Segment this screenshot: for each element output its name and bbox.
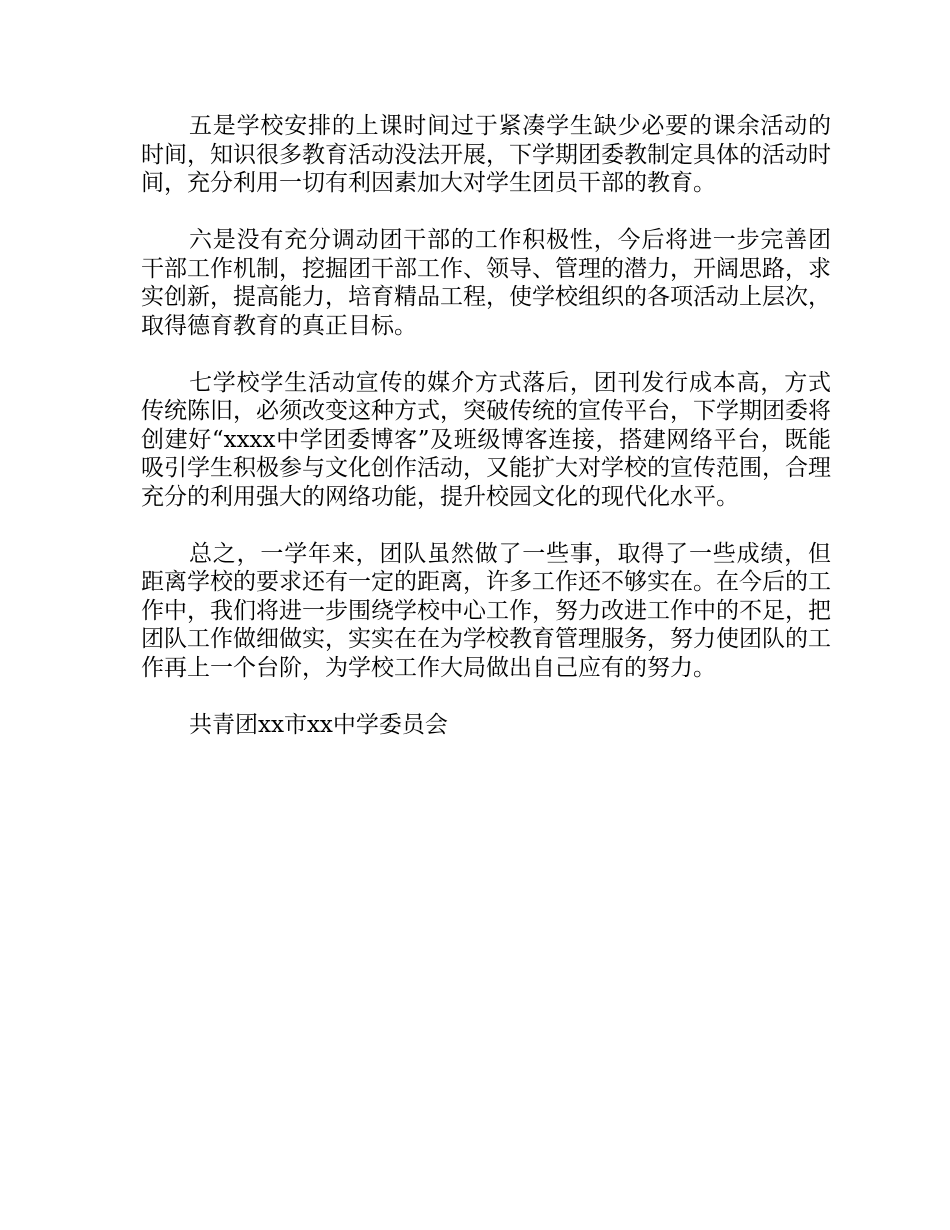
paragraph-6: 六是没有充分调动团干部的工作积极性，今后将进一步完善团干部工作机制，挖掘团干部工作、领导、管理的潜力，开阔思路，求实创新，提高能力，培育精品工程，使学校组织的各项活动上层次，取得德育教育的真正目标。 (141, 227, 831, 339)
paragraph-5: 五是学校安排的上课时间过于紧凑学生缺少必要的课余活动的时间，知识很多教育活动没法开展，下学期团委教制定具体的活动时间，充分利用一切有利因素加大对学生团员干部的教育。 (141, 113, 831, 196)
document-body (141, 112, 831, 739)
signature-line: 共青团xx市xx中学委员会 (189, 711, 448, 738)
paragraph-conclusion: 总之，一学年来，团队虽然做了一些事，取得了一些成绩，但距离学校的要求还有一定的距离，许多工作还不够实在。在今后的工作中，我们将进一步围绕学校中心工作，努力改进工作中的不足，把团队工作做细做实，实实在在为学校教育管理服务，努力使团队的工作再上一个台阶，为学校工作大局做出自己应有的努力。 (141, 540, 831, 681)
paragraph-7: 七学校学生活动宣传的媒介方式落后，团刊发行成本高，方式传统陈旧，必须改变这种方式，突破传统的宣传平台，下学期团委将创建好“xxxx中学团委博客”及班级博客连接，搭建网络平台，既能吸引学生积极参与文化创作活动，又能扩大对学校的宣传范围，合理充分的利用强大的网络功能，提升校园文化的现代化水平。 (141, 369, 831, 510)
